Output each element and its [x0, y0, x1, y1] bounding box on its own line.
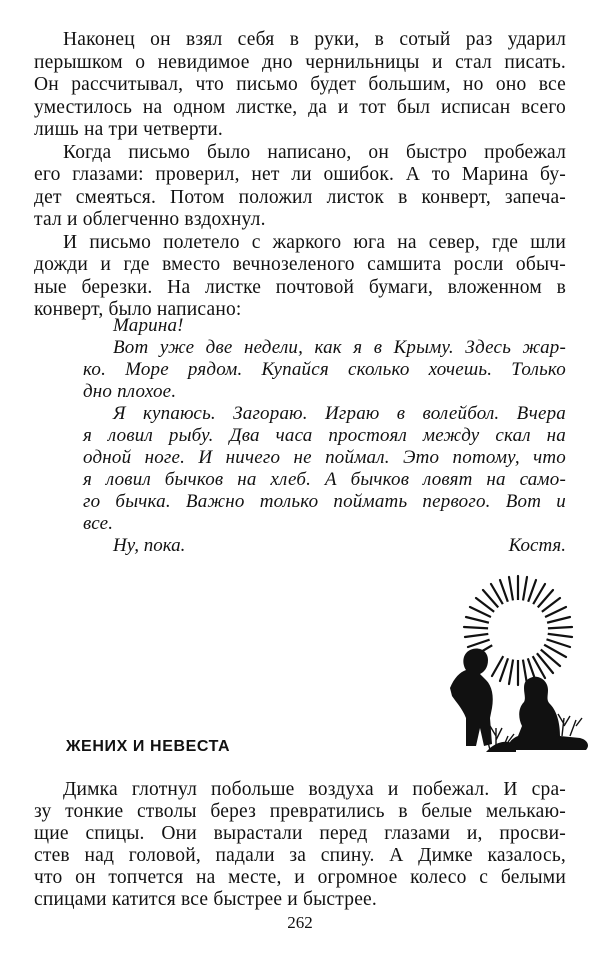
text-line: лишь на три четверти. [34, 119, 223, 140]
sun-and-children-silhouette-icon [430, 568, 595, 753]
letter-line: ко. Море рядом. Купайся сколько хочешь. Только [83, 359, 566, 380]
letter-line: го бычка. Важно только поймать первого. Вот и [83, 491, 566, 512]
text-line: тал и облегченно вздохнул. [34, 209, 266, 230]
text-line: ные березки. На листке почтовой бумаги, вложенном в [34, 277, 566, 298]
letter-line: я ловил рыбу. Два часа простоял между скал на [83, 425, 566, 446]
text-line: зу тонкие стволы берез превратились в белые мелькаю- [34, 801, 566, 822]
letter-signature: Костя. [508, 535, 566, 556]
text-line: щие спицы. Они вырастали перед глазами и, просви- [34, 823, 566, 844]
text-line: спицами катится все быстрее и быстрее. [34, 889, 377, 910]
letter-line: Вот уже две недели, как я в Крыму. Здесь жар- [113, 337, 566, 358]
text-line: Когда письмо было написано, он быстро пробежал [63, 142, 566, 163]
text-line: И письмо полетело с жаркого юга на север, где шли [63, 232, 566, 253]
letter-line: Я купаюсь. Загораю. Играю в волейбол. Вчера [113, 403, 566, 424]
text-line: дожди и где вместо вечнозеленого самшита росли обыч- [34, 254, 566, 275]
text-line: Наконец он взял себя в руки, в сотый раз ударил [63, 29, 566, 50]
text-line: дет смеяться. Потом положил листок в конверт, запеча- [34, 187, 566, 208]
letter-line: я ловил бычков на хлеб. А бычков ловят на само- [83, 469, 566, 490]
section-heading: ЖЕНИХ И НЕВЕСТА [66, 738, 231, 755]
letter-line: все. [83, 513, 114, 534]
text-line: перышком о невидимое дно чернильницы и стал писать. [34, 52, 566, 73]
text-line: конверт, было написано: [34, 299, 242, 320]
letter-line: одной ноге. И ничего не поймал. Это потому, что [83, 447, 566, 468]
text-line: что он топчется на месте, и огромное колесо с белыми [34, 867, 566, 888]
letter-salutation: Марина! [113, 315, 184, 336]
text-line: Он рассчитывал, что письмо будет большим, но оно все [34, 74, 566, 95]
text-line: его глазами: проверил, нет ли ошибок. А то Марина бу- [34, 164, 566, 185]
letter-line: дно плохое. [83, 381, 177, 402]
letter-closing: Ну, пока. [113, 535, 186, 556]
text-line: уместилось на одном листке, да и тот был исписан всего [34, 97, 566, 118]
text-line: Димка глотнул побольше воздуха и побежал. И сра- [63, 779, 566, 800]
page-number: 262 [287, 913, 313, 932]
text-line: стев над головой, падали за спину. А Димке казалось, [34, 845, 566, 866]
